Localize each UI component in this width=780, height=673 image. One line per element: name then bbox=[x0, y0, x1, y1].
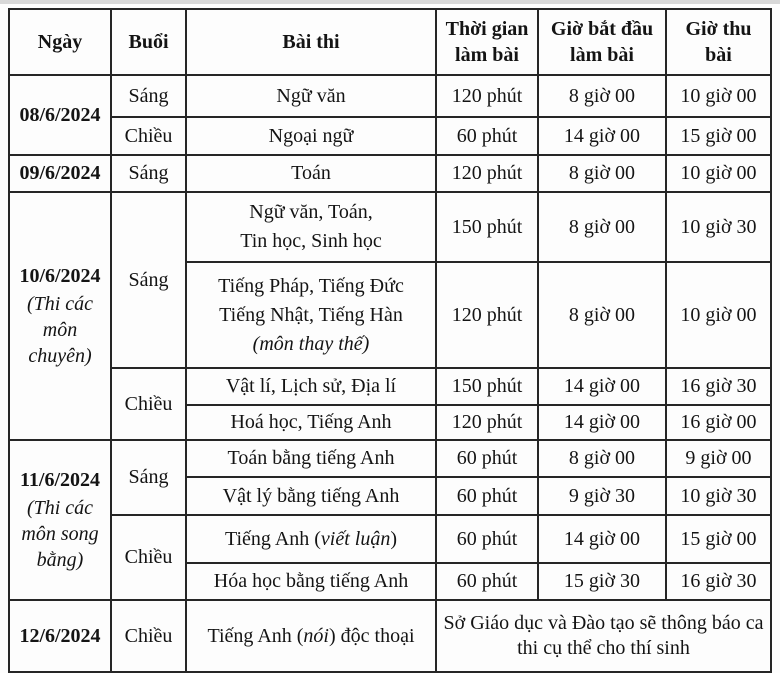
start-time-cell: 9 giờ 30 bbox=[538, 477, 666, 515]
duration-cell: 60 phút bbox=[436, 563, 538, 600]
header-start-time: Giờ bắt đầu làm bài bbox=[538, 9, 666, 75]
start-time-cell: 8 giờ 00 bbox=[538, 192, 666, 262]
collect-time-cell: 10 giờ 30 bbox=[666, 192, 771, 262]
session-cell: Sáng bbox=[111, 440, 186, 515]
exam-line: Tiếng Nhật, Tiếng Hàn bbox=[219, 303, 403, 326]
collect-time-cell: 10 giờ 30 bbox=[666, 477, 771, 515]
table-row bbox=[9, 75, 771, 117]
duration-cell: 60 phút bbox=[436, 477, 538, 515]
collect-time-cell: 15 giờ 00 bbox=[666, 117, 771, 155]
exam-cell: Vật lý bằng tiếng Anh bbox=[186, 477, 436, 515]
start-time-cell: 15 giờ 30 bbox=[538, 563, 666, 600]
table-row bbox=[9, 117, 771, 155]
duration-cell: 120 phút bbox=[436, 405, 538, 440]
start-time-cell: 8 giờ 00 bbox=[538, 262, 666, 368]
table-row bbox=[9, 600, 771, 672]
exam-schedule-table bbox=[8, 8, 772, 673]
session-cell: Chiều bbox=[111, 368, 186, 440]
date-cell: 09/6/2024 bbox=[9, 155, 111, 192]
header-session: Buổi bbox=[111, 9, 186, 75]
header-exam: Bài thi bbox=[186, 9, 436, 75]
collect-time-cell: 16 giờ 00 bbox=[666, 405, 771, 440]
date-text: 11/6/2024 bbox=[19, 468, 100, 491]
start-time-cell: 14 giờ 00 bbox=[538, 368, 666, 405]
start-time-cell: 14 giờ 00 bbox=[538, 405, 666, 440]
exam-line: Ngữ văn, Toán, bbox=[249, 201, 373, 223]
session-cell: Chiều bbox=[111, 515, 186, 600]
session-cell: Sáng bbox=[111, 192, 186, 368]
exam-text: ) độc thoại bbox=[328, 624, 415, 647]
header-duration: Thời gian làm bài bbox=[436, 9, 538, 75]
table-row bbox=[9, 515, 771, 563]
header-date: Ngày bbox=[9, 9, 111, 75]
session-cell: Sáng bbox=[111, 75, 186, 117]
duration-cell: 60 phút bbox=[436, 440, 538, 477]
exam-cell bbox=[186, 515, 436, 563]
date-note: (Thi các môn song bằng) bbox=[21, 496, 99, 571]
duration-cell: 120 phút bbox=[436, 75, 538, 117]
exam-text: Tiếng Anh ( bbox=[207, 624, 304, 647]
exam-text-italic: nói bbox=[303, 624, 329, 647]
date-note: (Thi các môn chuyên) bbox=[26, 292, 94, 367]
start-time-cell: 8 giờ 00 bbox=[538, 155, 666, 192]
exam-text-italic: viết luận bbox=[320, 527, 391, 550]
exam-cell: Toán bbox=[186, 155, 436, 192]
exam-cell bbox=[186, 262, 436, 368]
table-row bbox=[9, 192, 771, 262]
start-time-cell: 8 giờ 00 bbox=[538, 440, 666, 477]
duration-cell: 120 phút bbox=[436, 262, 538, 368]
exam-cell: Ngoại ngữ bbox=[186, 117, 436, 155]
collect-time-cell: 10 giờ 00 bbox=[666, 75, 771, 117]
exam-line: Tin học, Sinh học bbox=[240, 230, 382, 252]
exam-text: ) bbox=[390, 527, 398, 550]
date-cell bbox=[9, 440, 111, 600]
date-cell bbox=[9, 192, 111, 440]
exam-text: Tiếng Anh ( bbox=[224, 527, 321, 550]
exam-cell: Vật lí, Lịch sử, Địa lí bbox=[186, 368, 436, 405]
session-cell: Sáng bbox=[111, 155, 186, 192]
collect-time-cell: 10 giờ 00 bbox=[666, 262, 771, 368]
date-cell: 08/6/2024 bbox=[9, 75, 111, 155]
header-row bbox=[9, 9, 771, 75]
start-time-cell: 14 giờ 00 bbox=[538, 515, 666, 563]
duration-cell: 120 phút bbox=[436, 155, 538, 192]
exam-cell bbox=[186, 600, 436, 672]
duration-cell: 150 phút bbox=[436, 368, 538, 405]
duration-cell: 60 phút bbox=[436, 515, 538, 563]
collect-time-cell: 16 giờ 30 bbox=[666, 563, 771, 600]
notice-cell: Sở Giáo dục và Đào tạo sẽ thông báo ca thi cụ thể cho thí sinh bbox=[436, 600, 771, 672]
duration-cell: 60 phút bbox=[436, 117, 538, 155]
collect-time-cell: 16 giờ 30 bbox=[666, 368, 771, 405]
exam-line: Tiếng Pháp, Tiếng Đức bbox=[218, 274, 404, 297]
collect-time-cell: 15 giờ 00 bbox=[666, 515, 771, 563]
exam-cell: Ngữ văn bbox=[186, 75, 436, 117]
start-time-cell: 14 giờ 00 bbox=[538, 117, 666, 155]
header-collect-time: Giờ thu bài bbox=[666, 9, 771, 75]
date-text: 10/6/2024 bbox=[19, 264, 101, 287]
exam-cell bbox=[186, 192, 436, 262]
date-cell: 12/6/2024 bbox=[9, 600, 111, 672]
exam-cell: Hoá học, Tiếng Anh bbox=[186, 405, 436, 440]
session-cell: Chiều bbox=[111, 117, 186, 155]
session-cell: Chiều bbox=[111, 600, 186, 672]
exam-cell: Toán bằng tiếng Anh bbox=[186, 440, 436, 477]
start-time-cell: 8 giờ 00 bbox=[538, 75, 666, 117]
table-row bbox=[9, 155, 771, 192]
collect-time-cell: 10 giờ 00 bbox=[666, 155, 771, 192]
duration-cell: 150 phút bbox=[436, 192, 538, 262]
page-top-strip bbox=[0, 0, 780, 4]
collect-time-cell: 9 giờ 00 bbox=[666, 440, 771, 477]
table-row bbox=[9, 440, 771, 477]
table-row bbox=[9, 368, 771, 405]
exam-cell: Hóa học bằng tiếng Anh bbox=[186, 563, 436, 600]
exam-note: (môn thay thế) bbox=[252, 332, 370, 355]
